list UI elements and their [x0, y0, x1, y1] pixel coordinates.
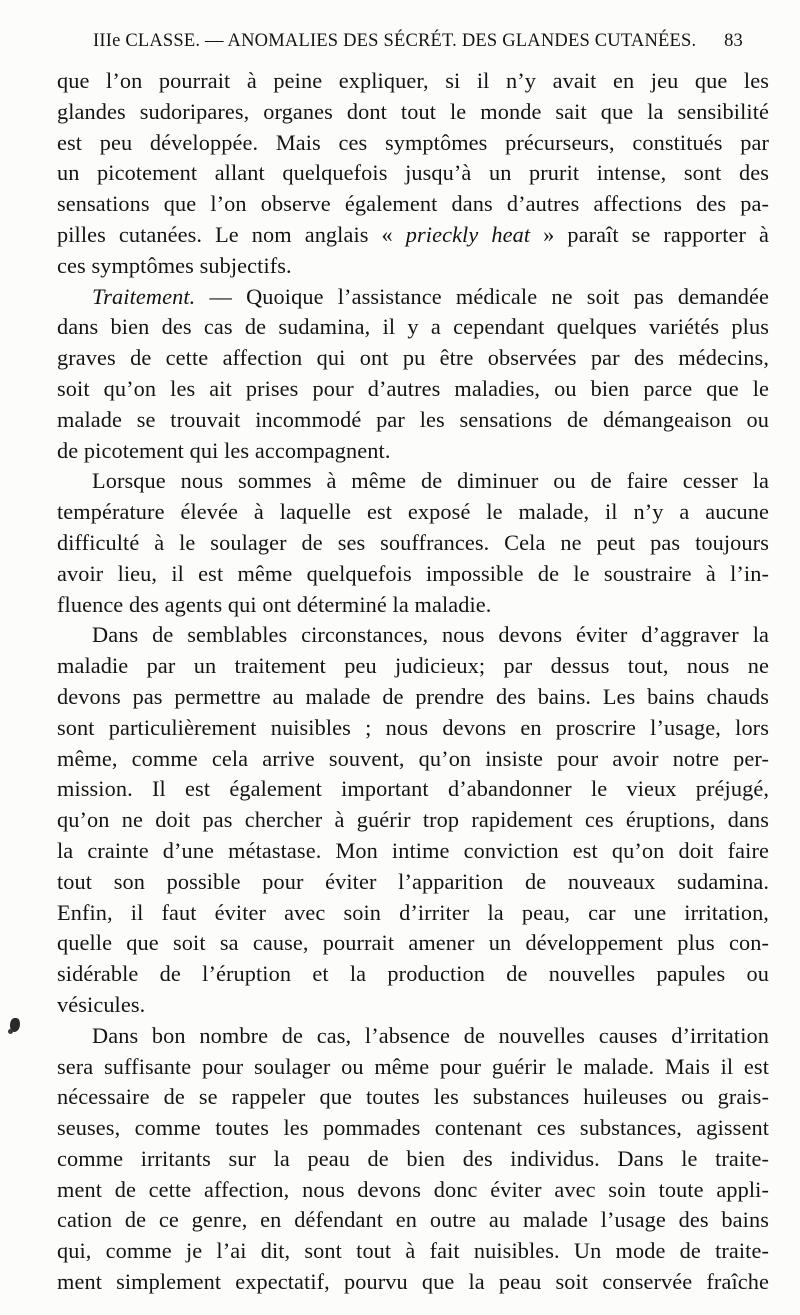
text-line: Enfin, il faut éviter avec soin d’irriter la peau, car une irritation, [57, 899, 769, 925]
text-line: glandes sudoripares, organes dont tout le monde sait que la sensibilité [57, 98, 769, 124]
text-line: sera suffisante pour soulager ou même pour guérir le malade. Mais il est [57, 1053, 769, 1079]
text-line: fluence des agents qui ont déterminé la maladie. [57, 591, 492, 617]
text-line: mission. Il est également important d’abandonner le vieux préjugé, [57, 776, 769, 802]
running-head-title: IIIe CLASSE. — ANOMALIES DES SÉCRÉT. DES GLANDES CUTANÉES. [93, 31, 697, 51]
text-line: qu’on ne doit pas chercher à guérir trop rapidement ces éruptions, dans [57, 807, 769, 833]
italic-term: Traitement. [92, 283, 196, 309]
text-line: Lorsque nous sommes à même de diminuer ou de faire cesser la [92, 468, 769, 494]
text-line: Traitement. — Quoique l’assistance médicale ne soit pas demandée [92, 283, 769, 309]
text-line: Dans de semblables circonstances, nous devons éviter d’aggraver la [92, 622, 769, 648]
text-line: malade se trouvait incommodé par les sensations de démangeaison ou [57, 406, 769, 432]
text-line: comme irritants sur la peau de bien des individus. Dans le traite- [57, 1145, 769, 1171]
text-line: dans bien des cas de sudamina, il y a cependant quelques variétés plus [57, 314, 769, 340]
text-line: que l’on pourrait à peine expliquer, si il n’y avait en jeu que les [57, 68, 769, 93]
text-line: pilles cutanées. Le nom anglais « prieckly heat » paraît se rapporter à [57, 221, 769, 247]
text-line: la crainte d’une métastase. Mon intime conviction est qu’on doit faire [57, 837, 769, 863]
text-line: est peu développée. Mais ces symptômes précurseurs, constitués par [57, 129, 769, 155]
text-line: cation de ce genre, en défendant en outre au malade l’usage des bains [57, 1207, 769, 1233]
text-line: quelle que soit sa cause, pourrait amener un développement plus con- [57, 930, 769, 956]
text-line: température élevée à laquelle est exposé le malade, il n’y a aucune [57, 499, 769, 525]
text-line: vésicules. [57, 991, 146, 1017]
text-line: sidérable de l’éruption et la production de nouvelles papules ou [57, 961, 769, 987]
text-line: graves de cette affection qui ont pu être observées par des médecins, [57, 345, 769, 371]
text-line: qui, comme je l’ai dit, sont tout à fait nuisibles. Un mode de traite- [57, 1238, 769, 1264]
page-number: 83 [724, 31, 743, 51]
body-text [57, 66, 769, 1298]
text-line: seuses, comme toutes les pommades contenant ces substances, agissent [57, 1115, 769, 1141]
running-head [93, 31, 743, 61]
text-line: tout son possible pour éviter l’apparition de nouveaux sudamina. [57, 868, 769, 894]
ink-blot [8, 1029, 13, 1034]
text-line: difficulté à le soulager de ses souffrances. Cela ne peut pas toujours [57, 529, 769, 555]
text-line: sensations que l’on observe également dans d’autres affections des pa- [57, 191, 769, 217]
text-line: devons pas permettre au malade de prendre des bains. Les bains chauds [57, 683, 769, 709]
text-line: ment simplement expectatif, pourvu que la peau soit conservée fraîche [57, 1269, 769, 1295]
text-line: ment de cette affection, nous devons donc éviter avec soin toute appli- [57, 1176, 769, 1202]
text-line: de picotement qui les accompagnent. [57, 437, 391, 463]
text-line: sont particulièrement nuisibles ; nous devons en proscrire l’usage, lors [57, 714, 769, 740]
text-line: maladie par un traitement peu judicieux; par dessus tout, nous ne [57, 653, 769, 679]
italic-term: prieckly heat [405, 221, 531, 247]
text-line: avoir lieu, il est même quelquefois impossible de le soustraire à l’in- [57, 560, 769, 586]
text-line: soit qu’on les ait prises pour d’autres maladies, ou bien parce que le [57, 375, 769, 401]
text-line: même, comme cela arrive souvent, qu’on insiste pour avoir notre per- [57, 745, 769, 771]
text-line: Dans bon nombre de cas, l’absence de nouvelles causes d’irritation [92, 1022, 769, 1048]
text-line: ces symptômes subjectifs. [57, 252, 292, 278]
text-line: un picotement allant quelquefois jusqu’à un prurit intense, sont des [57, 160, 769, 186]
text-line: nécessaire de se rappeler que toutes les substances huileuses ou grais- [57, 1084, 769, 1110]
